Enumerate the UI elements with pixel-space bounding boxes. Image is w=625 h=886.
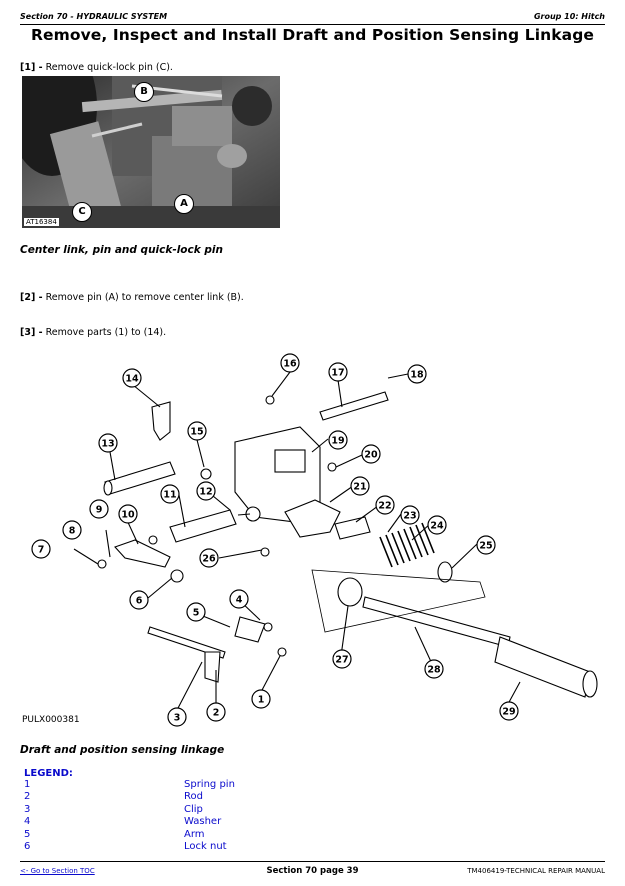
callout-number: 29	[502, 706, 516, 718]
callout-number: 20	[364, 449, 378, 461]
callout-number: 24	[430, 520, 444, 532]
step-text: Remove quick-lock pin (C).	[42, 62, 173, 73]
callout-number: 8	[68, 525, 76, 537]
photo-center-link	[22, 76, 280, 228]
header-rule	[20, 24, 605, 25]
legend-item	[24, 791, 203, 803]
callout-29	[500, 702, 518, 720]
legend-item	[24, 840, 227, 853]
callout-number: 2	[212, 707, 220, 719]
step-2	[20, 292, 244, 303]
callout-number: 9	[95, 504, 103, 516]
callout-3	[168, 708, 186, 726]
legend-item-number: 5	[24, 828, 31, 840]
callout-c: C	[72, 202, 92, 222]
legend-item	[24, 816, 222, 828]
legend-item-number: 2	[24, 791, 31, 803]
callout-12	[197, 482, 215, 500]
legend-item	[24, 803, 203, 816]
callout-number: 14	[125, 373, 139, 385]
photo-caption: Center link, pin and quick-lock pin	[20, 244, 223, 256]
callout-5	[187, 603, 205, 621]
callout-19	[329, 431, 347, 449]
callout-14	[123, 369, 141, 387]
callout-number: 12	[199, 486, 213, 498]
callout-number: 10	[121, 509, 135, 521]
callout-22	[376, 496, 394, 514]
callout-8	[63, 521, 81, 539]
legend	[24, 768, 235, 853]
callout-24	[428, 516, 446, 534]
step-text: Remove pin (A) to remove center link (B).	[42, 292, 244, 303]
legend-item-name: Spring pin	[184, 779, 235, 790]
legend-item-name: Lock nut	[184, 840, 227, 852]
legend-title: LEGEND:	[24, 768, 73, 779]
step-number: [1] -	[20, 62, 43, 73]
step-text: Remove parts (1) to (14).	[42, 327, 167, 338]
callout-number: 28	[427, 664, 441, 676]
callout-23	[401, 506, 419, 524]
footer-rule	[20, 861, 605, 862]
callout-number: 27	[335, 654, 349, 666]
callout-number: 1	[257, 694, 265, 706]
legend-item	[24, 828, 205, 841]
callout-13	[99, 434, 117, 452]
callout-27	[333, 650, 351, 668]
callout-4	[230, 590, 248, 608]
callout-number: 4	[235, 594, 243, 606]
callout-number: 21	[353, 481, 367, 493]
callout-number: 15	[190, 426, 204, 438]
legend-item-name: Rod	[184, 791, 203, 803]
callout-number: 5	[192, 607, 200, 619]
section-title: Section 70 - HYDRAULIC SYSTEM	[20, 12, 168, 21]
callout-number: 16	[283, 358, 297, 370]
diagram-id-label: PULX000381	[22, 715, 80, 725]
photo-id-label: AT16384	[26, 218, 57, 226]
page-title: Remove, Inspect and Install Draft and Position Sensing Linkage	[30, 26, 595, 44]
legend-item-number: 4	[24, 816, 31, 828]
legend-item-name: Washer	[184, 816, 222, 828]
callout-number: 25	[479, 540, 493, 552]
legend-item-number: 3	[24, 803, 31, 815]
callout-20	[362, 445, 380, 463]
group-title: Group 10: Hitch	[533, 12, 605, 21]
callout-number: 18	[410, 369, 424, 381]
callout-26	[200, 549, 218, 567]
callout-16	[281, 354, 299, 372]
callout-number: 19	[331, 435, 345, 447]
manual-title: TM406419-TECHNICAL REPAIR MANUAL	[467, 867, 605, 875]
callout-1	[252, 690, 270, 708]
diagram-caption: Draft and position sensing linkage	[20, 744, 225, 756]
page-number: Section 70 page 39	[266, 866, 359, 876]
exploded-diagram	[20, 352, 610, 732]
callout-number: 17	[331, 367, 345, 379]
step-3	[20, 327, 166, 338]
legend-item-number: 1	[24, 779, 31, 790]
step-number: [2] -	[20, 292, 43, 303]
callout-number: 3	[173, 712, 181, 724]
callout-number: 23	[403, 510, 417, 522]
legend-item-name: Clip	[184, 803, 203, 815]
toc-link[interactable]: <- Go to Section TOC	[20, 867, 95, 875]
callout-18	[408, 365, 426, 383]
callout-17	[329, 363, 347, 381]
callout-number: 13	[101, 438, 115, 450]
callout-number: 22	[378, 500, 392, 512]
callout-number: 26	[202, 553, 216, 565]
legend-item-number: 6	[24, 840, 31, 852]
step-1	[20, 62, 173, 73]
callout-11	[161, 485, 179, 503]
callout-number: 7	[37, 544, 45, 556]
callout-28	[425, 660, 443, 678]
legend-item	[24, 779, 235, 791]
callout-number: 6	[135, 595, 143, 607]
callout-21	[351, 477, 369, 495]
callout-15	[188, 422, 206, 440]
callout-6	[130, 591, 148, 609]
callout-25	[477, 536, 495, 554]
callout-7	[32, 540, 50, 558]
page-footer	[20, 866, 605, 878]
callout-b: B	[134, 82, 154, 102]
callout-a: A	[174, 194, 194, 214]
callout-2	[207, 703, 225, 721]
callout-9	[90, 500, 108, 518]
legend-item-name: Arm	[184, 828, 205, 840]
callout-10	[119, 505, 137, 523]
step-number: [3] -	[20, 327, 43, 338]
callout-number: 11	[163, 489, 177, 501]
diagram-svg	[20, 352, 610, 732]
callout-labels	[32, 354, 518, 726]
